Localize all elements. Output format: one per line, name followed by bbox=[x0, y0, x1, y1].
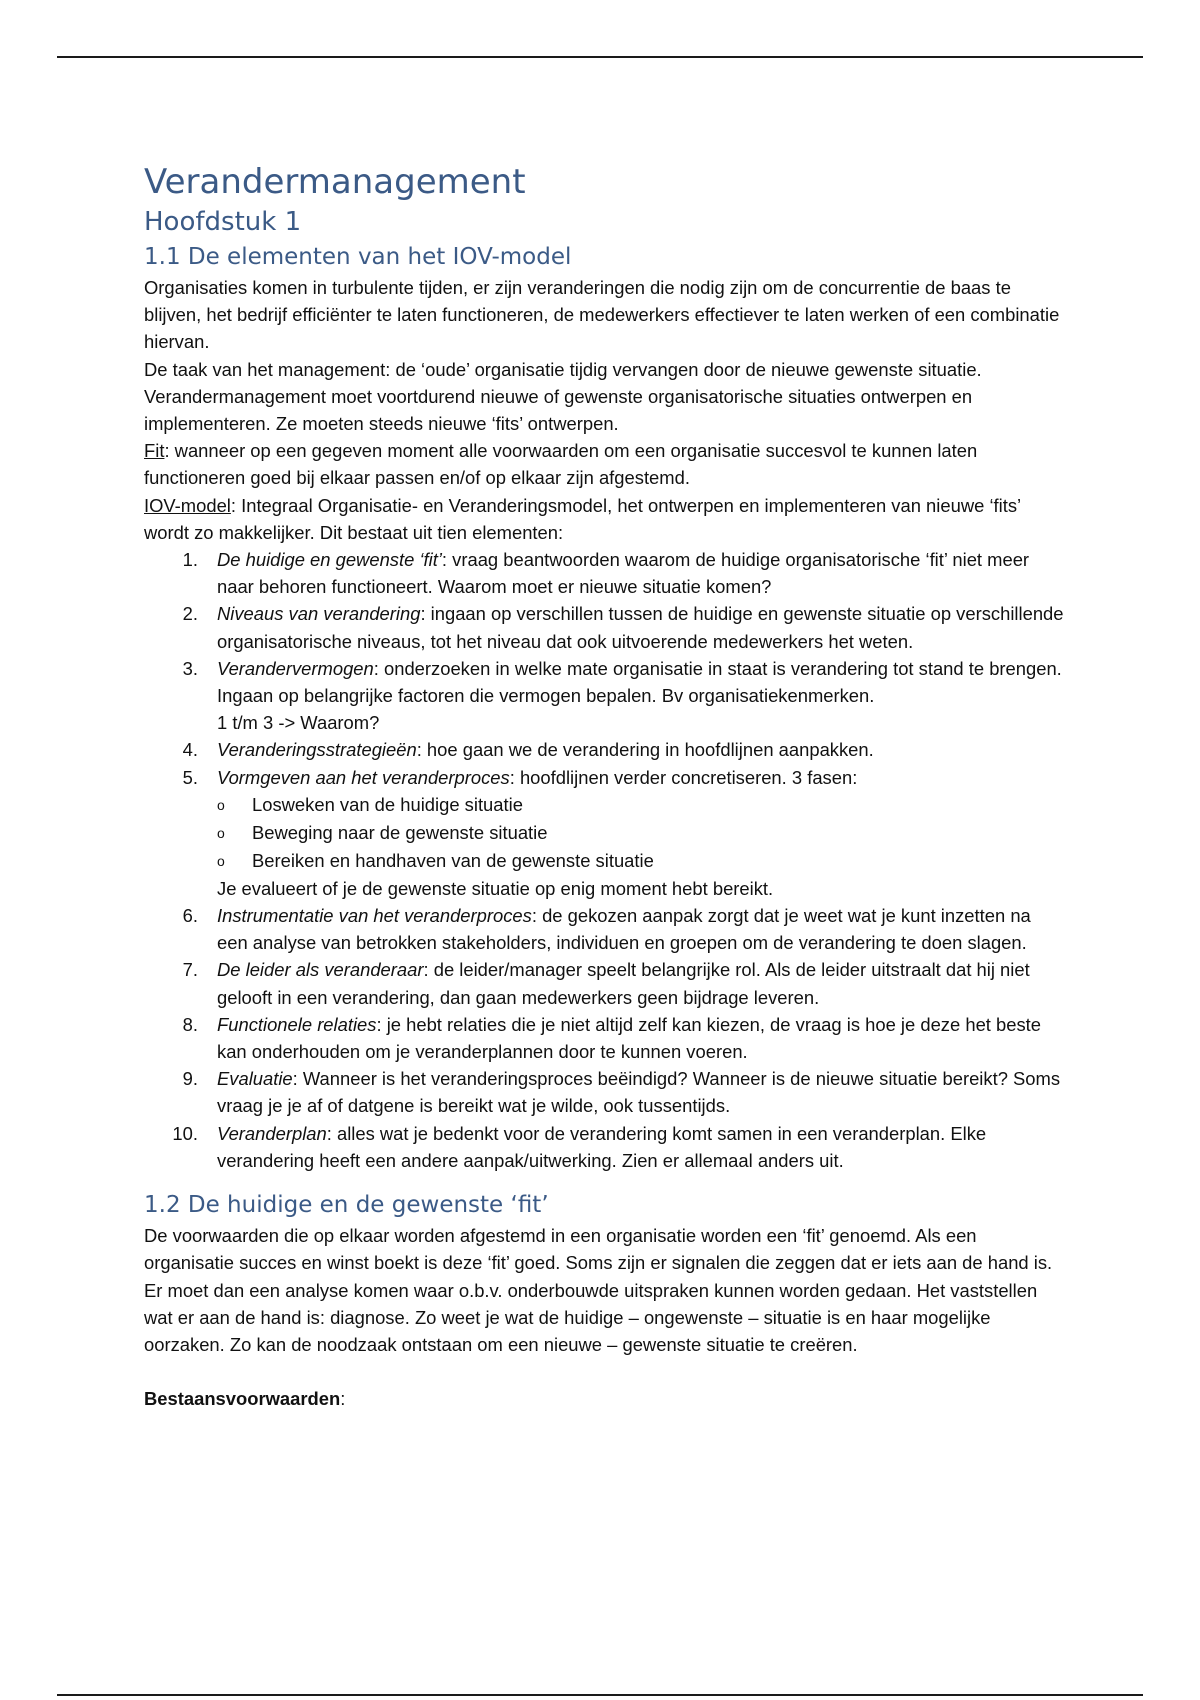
element-text: : alles wat je bedenkt voor de verandering komt samen in een veranderplan. Elke verandering heeft een andere aanpak/uitwerking. Zien er allemaal anders uit. bbox=[217, 1122, 987, 1171]
paragraph-intro: Organisaties komen in turbulente tijden, er zijn veranderingen die nodig zijn om de concurrentie de baas te blijven, het bedrijf efficiënter te laten functioneren, de medewerkers effectiever te laten werken of een combinatie hiervan. bbox=[144, 277, 1060, 353]
list-item bbox=[144, 956, 1064, 1010]
list-item bbox=[144, 546, 1064, 600]
chapter-heading: Hoofdstuk 1 bbox=[144, 207, 302, 237]
element-term: Veranderplan bbox=[217, 1122, 327, 1144]
paragraph-iov-definition bbox=[144, 492, 1064, 546]
list-number: 8. bbox=[182, 1013, 198, 1035]
list-number: 9. bbox=[182, 1068, 198, 1090]
phase-item bbox=[217, 819, 1064, 847]
element-term: Instrumentatie van het veranderproces bbox=[217, 905, 532, 927]
iov-definition-text: : Integraal Organisatie- en Veranderingsmodel, het ontwerpen en implementeren van nieuwe ‘fits’ wordt zo makkelijker. Dit bestaat uit tien elementen: bbox=[144, 494, 1021, 543]
element-term: De huidige en gewenste ‘fit’ bbox=[217, 549, 442, 571]
list-number: 5. bbox=[182, 766, 198, 788]
circle-bullet-icon: o bbox=[217, 824, 225, 841]
iov-elements-list bbox=[144, 546, 1064, 1174]
element-term: De leider als veranderaar bbox=[217, 959, 424, 981]
element-text: : ingaan op verschillen tussen de huidige en gewenste situatie op verschillende organisatorische niveaus, tot het niveau dat ook uitvoerende medewerkers het weten. bbox=[217, 603, 1064, 652]
element-text: : onderzoeken in welke mate organisatie in staat is verandering tot stand te brengen. Ingaan op belangrijke factoren die vermogen bepalen. Bv organisatiekenmerken. bbox=[217, 657, 1062, 707]
document-page bbox=[144, 160, 1064, 1412]
list-number: 6. bbox=[182, 905, 198, 927]
section-heading-1-1: 1.1 De elementen van het IOV-model bbox=[144, 244, 572, 270]
phase-item bbox=[217, 847, 1064, 875]
element-term: Vormgeven aan het veranderproces bbox=[217, 766, 510, 788]
element-term: Verandervermogen bbox=[217, 657, 374, 679]
phases-list bbox=[217, 791, 1064, 875]
element-text: : je hebt relaties die je niet altijd zelf kan kiezen, de vraag is hoe je deze het beste kan onderhouden om je veranderplannen door te kunnen voeren. bbox=[217, 1013, 1041, 1063]
list-item bbox=[144, 1065, 1064, 1119]
paragraph-spacer bbox=[144, 1358, 1064, 1385]
page-footer-rule bbox=[57, 1694, 1143, 1696]
phase-text: Bereiken en handhaven van de gewenste situatie bbox=[252, 849, 654, 871]
subheading-text: Bestaansvoorwaarden bbox=[144, 1388, 341, 1410]
phases-evaluation-note: Je evalueert of je de gewenste situatie op enig moment hebt bereikt. bbox=[217, 877, 774, 899]
list-number: 7. bbox=[182, 959, 198, 981]
page-header-rule bbox=[57, 56, 1143, 58]
paragraph-fit-diagnosis: De voorwaarden die op elkaar worden afgestemd in een organisatie worden een ‘fit’ genoemd. Als een organisatie succes en winst boekt is deze ‘fit’ goed. Soms zijn er signalen die zeggen dat er iets aan de hand is. Er moet dan een analyse komen waar o.b.v. onderbouwde uitspraken kunnen worden gedaan. Het vaststellen wat er aan de hand is: diagnose. Zo weet je wat de huidige – ongewenste – situatie is en haar mogelijke oorzaken. Zo kan de noodzaak ontstaan om een nieuwe – gewenste situatie te creëren. bbox=[144, 1225, 1053, 1355]
element-term: Functionele relaties bbox=[217, 1013, 377, 1035]
list-item bbox=[144, 655, 1064, 737]
phase-text: Beweging naar de gewenste situatie bbox=[252, 821, 548, 843]
element-text: : hoe gaan we de verandering in hoofdlijnen aanpakken. bbox=[416, 739, 874, 761]
list-item bbox=[144, 736, 1064, 763]
circle-bullet-icon: o bbox=[217, 796, 225, 813]
element-text: : de gekozen aanpak zorgt dat je weet wat je kunt inzetten na een analyse van betrokken stakeholders, individuen en groepen om de verandering te doen slagen. bbox=[217, 905, 1031, 954]
section-heading-1-2: 1.2 De huidige en de gewenste ‘fit’ bbox=[144, 1192, 549, 1219]
list-item bbox=[144, 1120, 1064, 1174]
list-item bbox=[144, 1011, 1064, 1065]
subheading-colon: : bbox=[340, 1388, 346, 1410]
list-item bbox=[144, 902, 1064, 956]
term-fit: Fit bbox=[144, 440, 165, 462]
list-number: 1. bbox=[182, 549, 198, 571]
phase-item bbox=[217, 791, 1064, 819]
element-text: : de leider/manager speelt belangrijke rol. Als de leider uitstraalt dat hij niet gelooft in een verandering, dan gaan medewerkers geen bijdrage leveren. bbox=[217, 959, 1030, 1008]
subheading-bestaansvoorwaarden bbox=[144, 1385, 1064, 1412]
element-text: : Wanneer is het veranderingsproces beëindigd? Wanneer is de nieuwe situatie bereikt? Soms vraag je je af of datgene is bereikt wat je wilde, ook tussentijds. bbox=[217, 1068, 1061, 1117]
list-item bbox=[144, 600, 1064, 654]
paragraph-management-task: De taak van het management: de ‘oude’ organisatie tijdig vervangen door de nieuwe gewenste situatie. Verandermanagement moet voortdurend nieuwe of gewenste organisatorische situaties ontwerpen en implementeren. Ze moeten steeds nieuwe ‘fits’ ontwerpen. bbox=[144, 358, 982, 435]
list-number: 3. bbox=[182, 657, 198, 679]
term-iov-model: IOV-model bbox=[144, 494, 231, 516]
element-term: Veranderingsstrategieën bbox=[217, 739, 417, 761]
element-text: : vraag beantwoorden waarom de huidige organisatorische ‘fit’ niet meer naar behoren functioneert. Waarom moet er nieuwe situatie komen? bbox=[217, 549, 1030, 598]
element-text: : hoofdlijnen verder concretiseren. 3 fasen: bbox=[509, 766, 858, 788]
fit-definition-text: : wanneer op een gegeven moment alle voorwaarden om een organisatie succesvol te kunnen laten functioneren goed bij elkaar passen en/of op elkaar zijn afgestemd. bbox=[144, 440, 978, 489]
list-item bbox=[144, 764, 1064, 902]
element-term: Niveaus van verandering bbox=[217, 603, 421, 625]
list-number: 4. bbox=[182, 739, 198, 761]
phase-text: Losweken van de huidige situatie bbox=[252, 793, 523, 815]
paragraph-fit-definition bbox=[144, 437, 1064, 491]
list-number: 2. bbox=[182, 603, 198, 625]
element-term: Evaluatie bbox=[217, 1068, 293, 1090]
document-title: Verandermanagement bbox=[144, 162, 526, 202]
list-number: 10. bbox=[172, 1122, 198, 1144]
element-extra-note: 1 t/m 3 -> Waarom? bbox=[217, 712, 380, 734]
circle-bullet-icon: o bbox=[217, 852, 225, 869]
